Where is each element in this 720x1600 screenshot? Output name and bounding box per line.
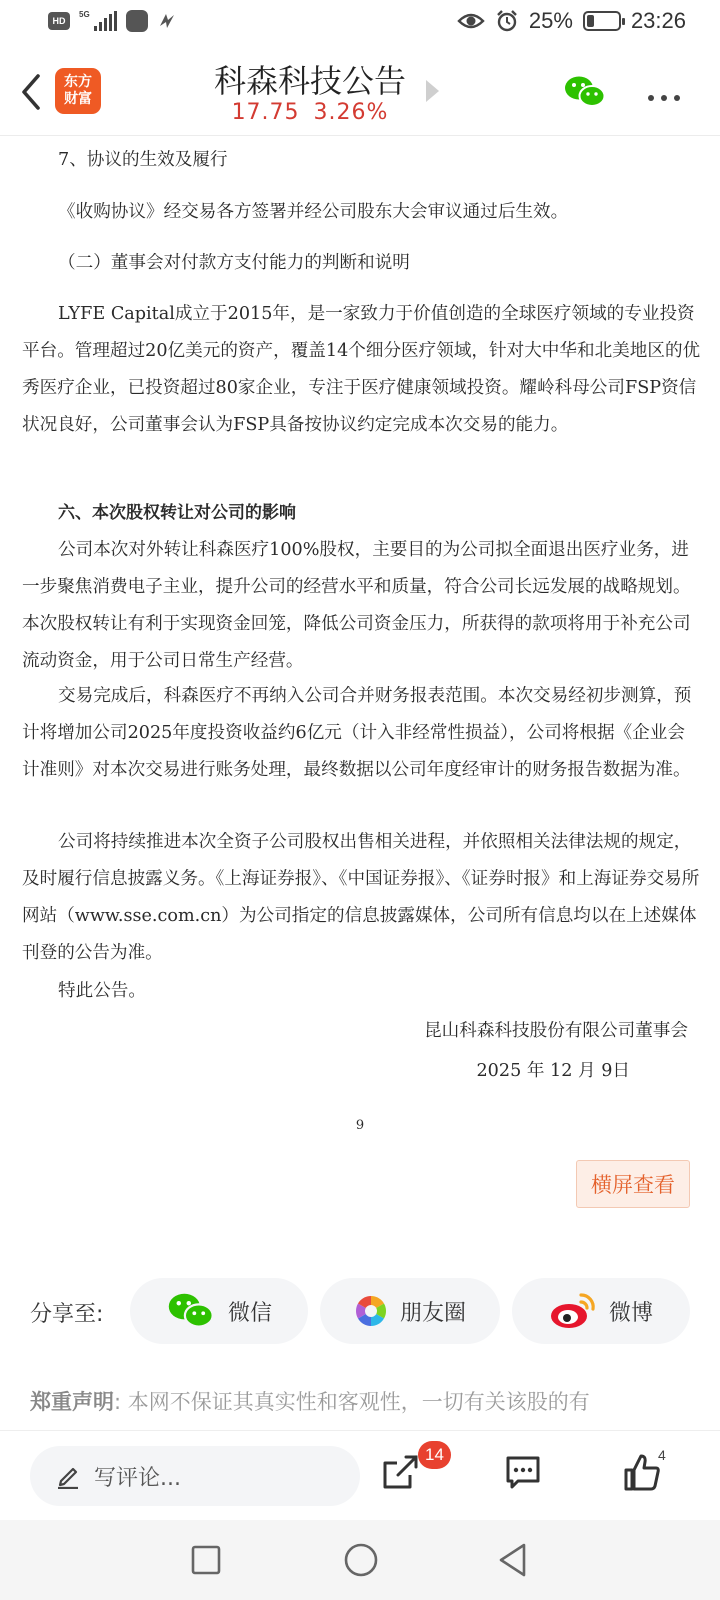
- comment-input[interactable]: [30, 1446, 360, 1506]
- eastmoney-logo[interactable]: [55, 68, 101, 114]
- app-notification-icon-2: [157, 11, 177, 31]
- app-notification-icon: [126, 10, 148, 32]
- share-moments-label: 朋友圈: [399, 1300, 466, 1326]
- wechat-icon[interactable]: [563, 74, 607, 110]
- signature: 昆山科森科技股份有限公司董事会: [424, 1021, 688, 1041]
- share-moments-button[interactable]: [320, 1278, 500, 1344]
- play-triangle-icon[interactable]: [426, 80, 439, 102]
- logo-line2: 财富: [64, 91, 92, 107]
- share-weibo-label: 微博: [608, 1300, 653, 1326]
- back-arrow-icon[interactable]: [16, 70, 46, 114]
- doc-paragraph: （二）董事会对付款方支付能力的判断和说明: [58, 253, 410, 273]
- stock-change: 3.26%: [313, 100, 389, 125]
- section-heading: 六、本次股权转让对公司的影响: [58, 503, 296, 523]
- pencil-icon: [56, 1463, 80, 1489]
- weibo-icon: [549, 1291, 597, 1331]
- doc-paragraph: LYFE Capital成立于2015年，是一家致力于价值创造的全球医疗领域的专业投资平台。管理超过20亿美元的资产，覆盖14个细分医疗领域，针对大中华和北美地区的优秀医疗企业，已投资超过80家企业，专注于医疗健康领域投资。耀岭科母公司FSP资信状况良好，公司董事会认为FSP具备按协议约定完成本次交易的能力。: [22, 304, 701, 435]
- home-icon[interactable]: [343, 1542, 379, 1578]
- doc-paragraph: 特此公告。: [58, 981, 146, 1001]
- signal-icon: [79, 11, 117, 31]
- more-icon[interactable]: [648, 86, 688, 96]
- alarm-icon: [495, 9, 519, 33]
- doc-paragraph: 《收购协议》经交易各方签署并经公司股东大会审议通过后生效。: [58, 202, 569, 222]
- signature-date: 2025 年 12 月 9日: [476, 1061, 630, 1081]
- logo-line1: 东方: [64, 74, 92, 90]
- share-wechat-button[interactable]: [130, 1278, 308, 1344]
- status-bar: [0, 0, 720, 48]
- stock-quote[interactable]: [150, 100, 470, 125]
- disclaimer: [30, 1386, 690, 1416]
- hd-icon: HD: [48, 12, 70, 30]
- page-title[interactable]: 科森科技公告: [213, 62, 406, 100]
- share-weibo-button[interactable]: [512, 1278, 690, 1344]
- back-nav-icon[interactable]: [496, 1542, 530, 1578]
- comment-placeholder: 写评论...: [94, 1465, 181, 1491]
- share-wechat-label: 微信: [227, 1300, 272, 1326]
- battery-percent: 25%: [528, 8, 573, 33]
- bottom-toolbar: [0, 1430, 720, 1520]
- like-count: 4: [658, 1447, 666, 1463]
- share-label: 分享至:: [30, 1302, 104, 1327]
- doc-paragraph: 公司本次对外转让科森医疗100%股权，主要目的为公司拟全面退出医疗业务，进一步聚焦消费电子主业，提升公司的经营水平和质量，符合公司长远发展的战略规划。本次股权转让有利于实现资金回笼，降低公司资金压力，所获得的款项将用于补充公司流动资金，用于公司日常生产经营。: [22, 540, 691, 671]
- system-nav-bar: [0, 1520, 720, 1600]
- share-icon[interactable]: [380, 1453, 420, 1493]
- disclaimer-title: 郑重声明: [30, 1390, 114, 1414]
- battery-icon: [583, 11, 621, 31]
- doc-paragraph: 交易完成后，科森医疗不再纳入公司合并财务报表范围。本次交易经初步测算，预计将增加公司2025年度投资收益约6亿元（计入非经常性损益），公司将根据《企业会计准则》对本次交易进行账务处理，最终数据以公司年度经审计的财务报告数据为准。: [22, 686, 692, 780]
- moments-icon: [354, 1294, 388, 1328]
- like-icon[interactable]: [622, 1453, 662, 1493]
- eye-icon: [457, 11, 485, 31]
- comments-icon[interactable]: [504, 1453, 542, 1491]
- wechat-icon: [166, 1291, 216, 1331]
- doc-paragraph: 7、协议的生效及履行: [58, 150, 228, 170]
- share-count-badge: 14: [418, 1441, 451, 1469]
- network-type: 5G: [79, 10, 90, 19]
- landscape-view-button[interactable]: 横屏查看: [576, 1160, 690, 1208]
- page-number: 9: [355, 1118, 365, 1133]
- stock-price: 17.75: [231, 100, 300, 125]
- doc-paragraph: 公司将持续推进本次全资子公司股权出售相关进程，并依照相关法律法规的规定，及时履行信息披露义务。《上海证券报》、《中国证券报》、《证券时报》和上海证券交易所网站（www.sse.com.cn）为公司指定的信息披露媒体，公司所有信息均以在上述媒体刊登的公告为准。: [22, 832, 700, 963]
- app-header: [0, 48, 720, 136]
- disclaimer-text: : 本网不保证其真实性和客观性，一切有关该股的有: [114, 1390, 590, 1414]
- recent-apps-icon[interactable]: [190, 1544, 222, 1576]
- clock: 23:26: [630, 8, 686, 33]
